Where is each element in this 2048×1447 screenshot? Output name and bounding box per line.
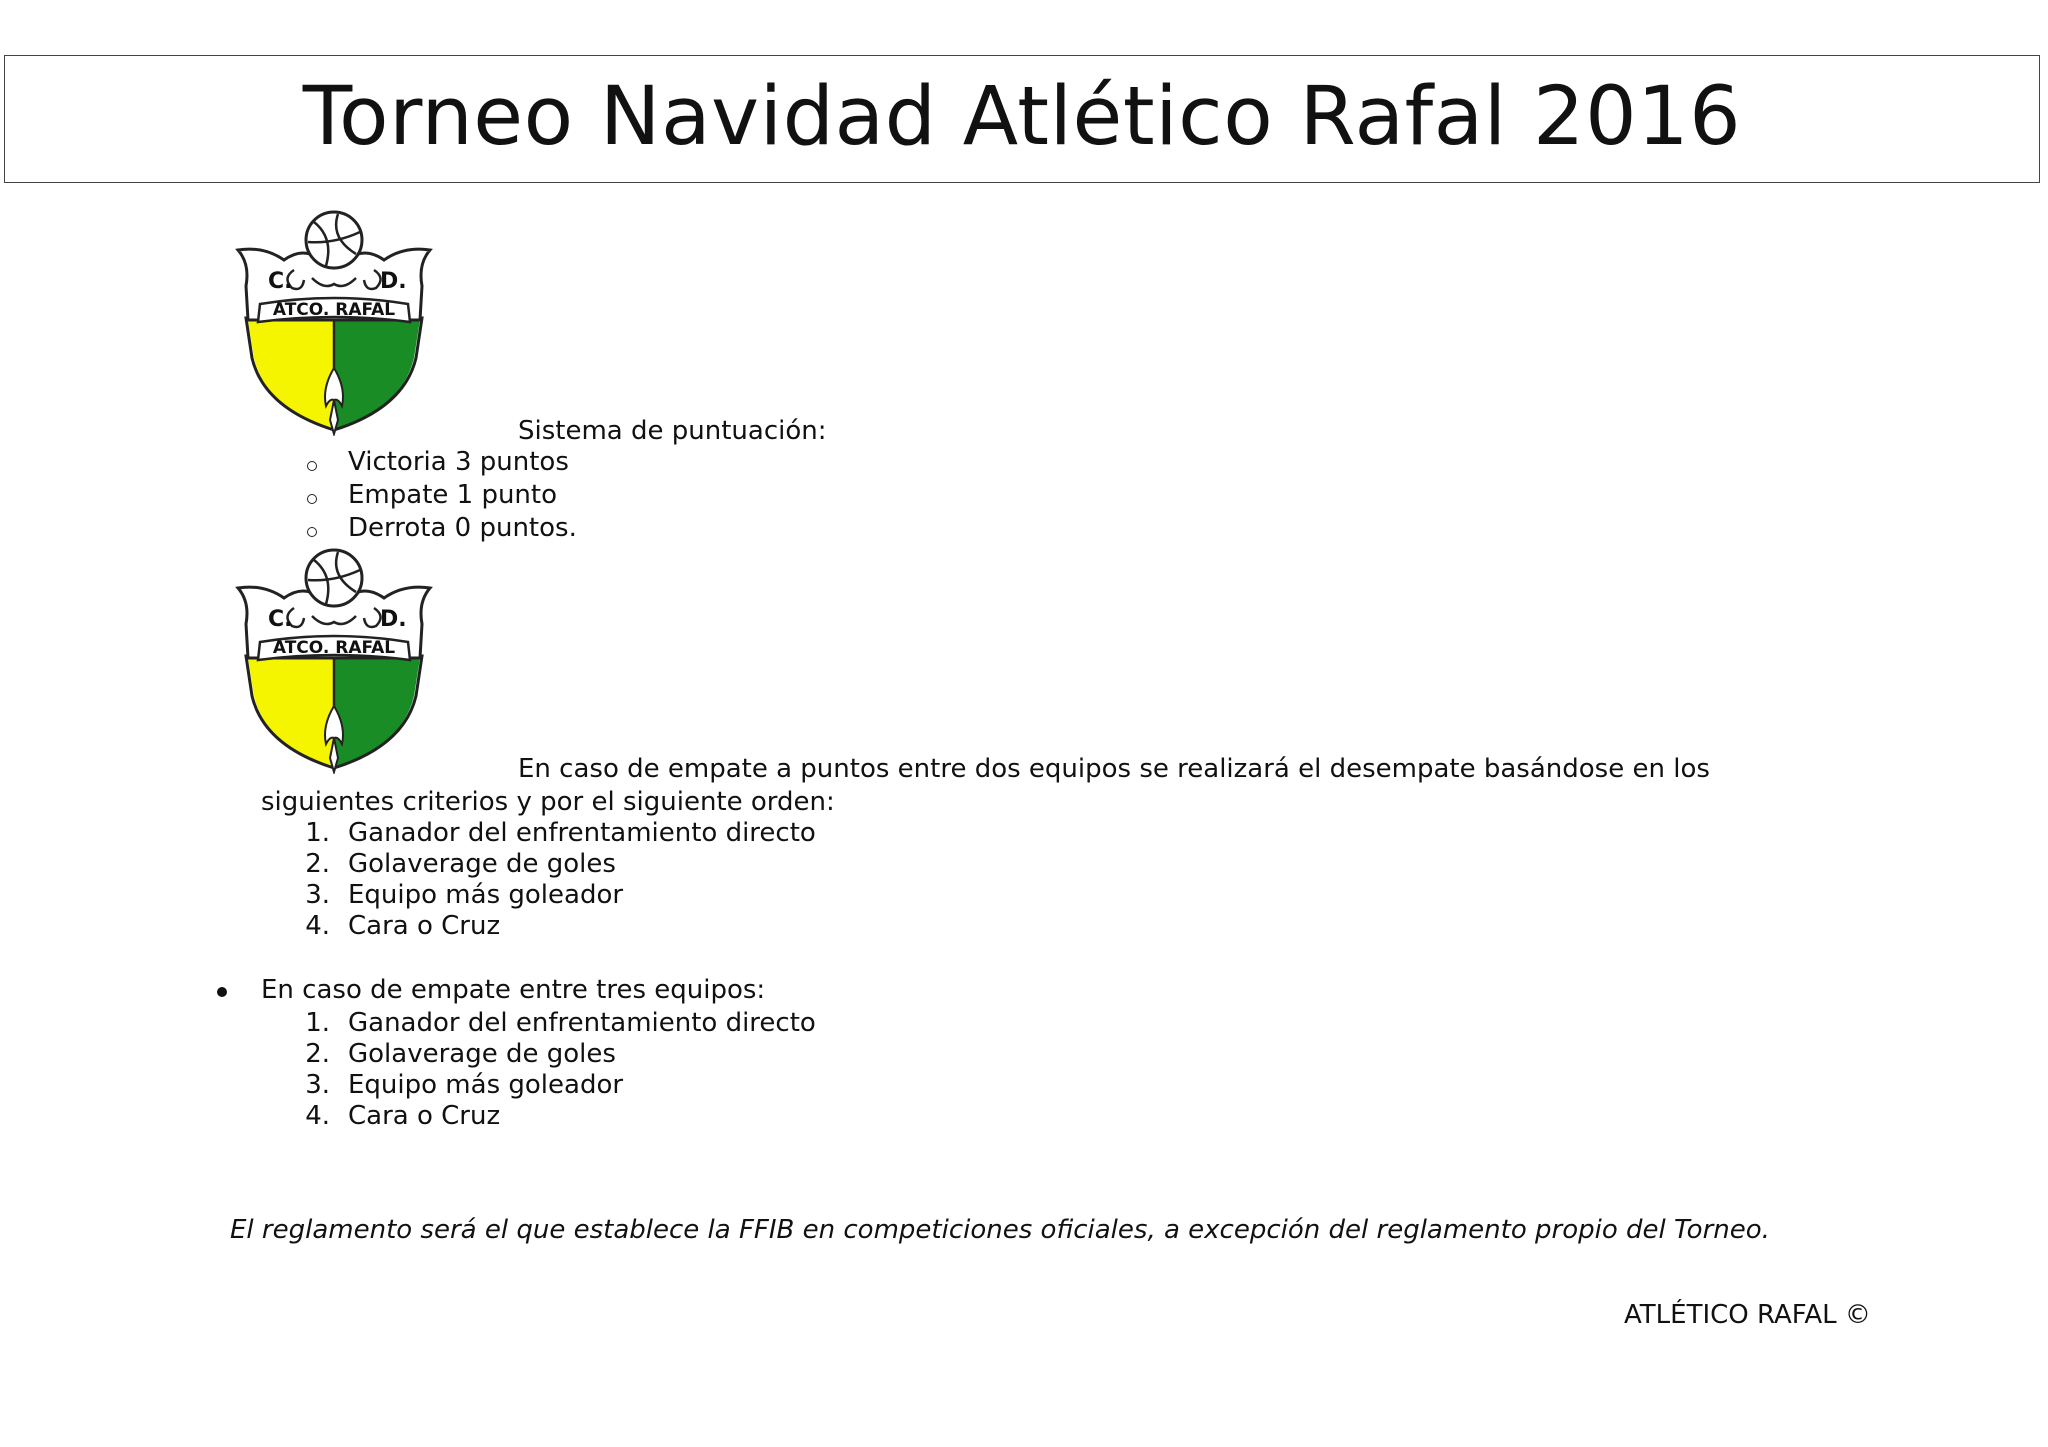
list-number: 1. — [305, 818, 330, 848]
svg-text:ATCO. RAFAL: ATCO. RAFAL — [272, 300, 396, 320]
list-bullet-dot — [217, 987, 227, 997]
club-crest-logo — [234, 546, 434, 774]
list-bullet-circle — [307, 494, 317, 504]
footer-copyright: ATLÉTICO RAFAL © — [1624, 1300, 1871, 1330]
list-number: 4. — [305, 911, 330, 941]
title-box — [4, 55, 2040, 183]
list-item: Cara o Cruz — [348, 1101, 501, 1131]
list-item: Golaverage de goles — [348, 1039, 616, 1069]
svg-text:D.: D. — [380, 269, 407, 294]
list-item: Empate 1 punto — [348, 480, 558, 510]
list-item: Derrota 0 puntos. — [348, 513, 577, 543]
list-item: Ganador del enfrentamiento directo — [348, 818, 816, 848]
tiebreak-two-intro: En caso de empate a puntos entre dos equipos se realizará el desempate basándose en los — [518, 754, 1710, 784]
list-item: Golaverage de goles — [348, 849, 616, 879]
list-bullet-circle — [307, 527, 317, 537]
svg-text:ATCO. RAFAL: ATCO. RAFAL — [272, 638, 396, 658]
list-item: Ganador del enfrentamiento directo — [348, 1008, 816, 1038]
list-number: 2. — [305, 1039, 330, 1069]
regulation-note: El reglamento será el que establece la FFIB en competiciones oficiales, a excepción del reglamento propio del Torneo. — [230, 1215, 1770, 1245]
list-number: 3. — [305, 1070, 330, 1100]
svg-text:C.: C. — [268, 607, 293, 632]
list-item: Victoria 3 puntos — [348, 447, 569, 477]
svg-text:C.: C. — [268, 269, 293, 294]
tiebreak-three-heading: En caso de empate entre tres equipos: — [261, 975, 766, 1005]
svg-text:D.: D. — [380, 607, 407, 632]
list-item: Equipo más goleador — [348, 880, 624, 910]
list-item: Cara o Cruz — [348, 911, 501, 941]
list-number: 2. — [305, 849, 330, 879]
scoring-heading: Sistema de puntuación: — [518, 416, 827, 446]
list-number: 3. — [305, 880, 330, 910]
list-bullet-circle — [307, 461, 317, 471]
document-title: Torneo Navidad Atlético Rafal 2016 — [302, 69, 1742, 164]
tiebreak-two-intro-cont: siguientes criterios y por el siguiente orden: — [261, 787, 835, 817]
list-item: Equipo más goleador — [348, 1070, 624, 1100]
list-number: 4. — [305, 1101, 330, 1131]
list-number: 1. — [305, 1008, 330, 1038]
club-crest-logo — [234, 208, 434, 436]
